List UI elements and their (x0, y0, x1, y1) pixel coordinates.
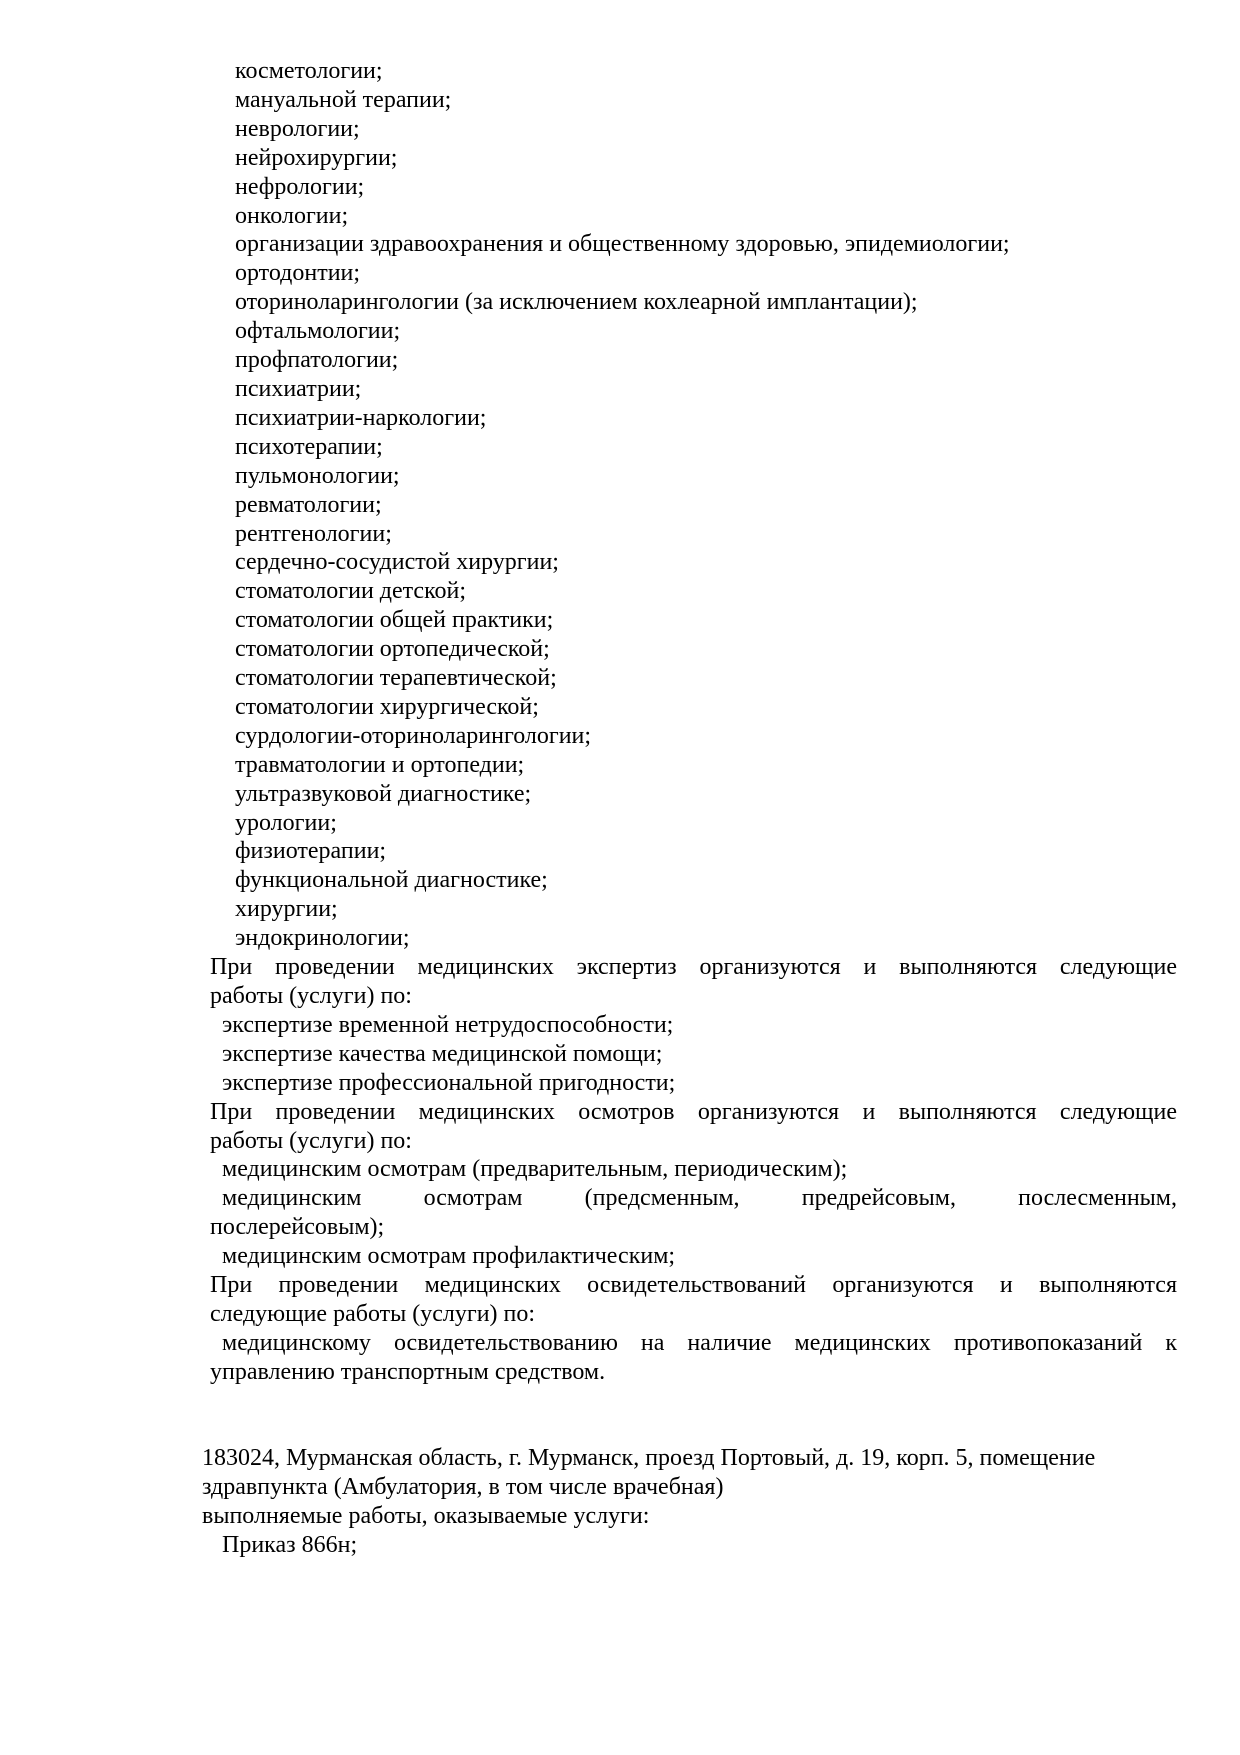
medical-examinations-section-work-item-line: послерейсовым); (210, 1214, 385, 1241)
address-line: здравпункта (Амбулатория, в том числе врачебная) (202, 1474, 724, 1501)
specialty-item: онкологии; (235, 202, 349, 229)
specialty-item: психиатрии-наркологии; (235, 404, 487, 431)
specialty-item: урологии; (235, 809, 337, 836)
address-line: 183024, Мурманская область, г. Мурманск, проезд Портовый, д. 19, корп. 5, помещение (202, 1445, 1096, 1472)
medical-examinations-section-work-item-line: медицинским осмотрам (предварительным, периодическим); (222, 1156, 848, 1183)
order-item: Приказ 866н; (222, 1532, 358, 1559)
specialty-item: неврологии; (235, 115, 360, 142)
medical-expertise-section-intro-line: При проведении медицинских экспертиз организуются и выполняются следующие (210, 954, 1177, 981)
specialty-item: ревматологии; (235, 491, 382, 518)
medical-expertise-section-intro-line: работы (услуги) по: (210, 983, 412, 1009)
specialty-item: организации здравоохранения и общественному здоровью, эпидемиологии; (235, 231, 1010, 258)
medical-expertise-section-work-item-line: экспертизе качества медицинской помощи; (222, 1040, 663, 1067)
specialty-item: рентгенологии; (235, 520, 392, 547)
specialty-item: профпатологии; (235, 347, 399, 374)
specialty-item: пульмонологии; (235, 462, 400, 489)
specialty-item: офтальмологии; (235, 318, 401, 345)
specialty-item: стоматологии хирургической; (235, 693, 539, 720)
medical-examinations-section-intro-line: работы (услуги) по: (210, 1127, 412, 1154)
specialty-item: косметологии; (235, 58, 383, 84)
medical-examinations-section-intro-line: При проведении медицинских осмотров организуются и выполняются следующие (210, 1098, 1177, 1125)
medical-examinations-section-work-item-line: медицинским осмотрам (предсменным, предрейсовым, послесменным, (222, 1185, 1177, 1212)
specialty-item: физиотерапии; (235, 838, 387, 865)
specialty-item: оториноларингологии (за исключением кохлеарной имплантации); (235, 289, 918, 316)
specialty-item: хирургии; (235, 896, 338, 923)
specialty-item: сурдологии-оториноларингологии; (235, 722, 592, 749)
specialty-item: стоматологии терапевтической; (235, 665, 557, 692)
specialty-item: психотерапии; (235, 433, 383, 460)
blank-gap (210, 1387, 1177, 1445)
specialty-item: мануальной терапии; (235, 86, 452, 113)
medical-certification-section-intro-line: При проведении медицинских освидетельствований организуются и выполняются (210, 1272, 1177, 1299)
medical-expertise-section-work-item-line: экспертизе временной нетрудоспособности; (222, 1011, 674, 1038)
medical-examinations-section-work-item-line: медицинским осмотрам профилактическим; (222, 1243, 676, 1270)
specialty-item: ультразвуковой диагностике; (235, 780, 532, 807)
specialty-item: нейрохирургии; (235, 144, 398, 171)
document-text-block (202, 57, 1177, 1560)
specialty-item: стоматологии общей практики; (235, 607, 554, 634)
specialty-item: эндокринологии; (235, 925, 410, 952)
specialty-item: психиатрии; (235, 375, 362, 402)
medical-certification-section-work-item-line: управлению транспортным средством. (210, 1358, 606, 1385)
specialty-item: стоматологии ортопедической; (235, 636, 550, 663)
address-line: выполняемые работы, оказываемые услуги: (202, 1503, 650, 1530)
medical-certification-section-intro-line: следующие работы (услуги) по: (210, 1300, 536, 1327)
specialty-item: функциональной диагностике; (235, 867, 548, 894)
specialty-item: ортодонтии; (235, 260, 361, 287)
medical-certification-section-work-item-line: медицинскому освидетельствованию на наличие медицинских противопоказаний к (222, 1329, 1177, 1356)
specialty-item: стоматологии детской; (235, 578, 467, 605)
specialty-item: травматологии и ортопедии; (235, 751, 525, 778)
specialty-item: нефрологии; (235, 173, 365, 200)
specialty-item: сердечно-сосудистой хирургии; (235, 549, 559, 576)
medical-expertise-section-work-item-line: экспертизе профессиональной пригодности; (222, 1069, 676, 1096)
